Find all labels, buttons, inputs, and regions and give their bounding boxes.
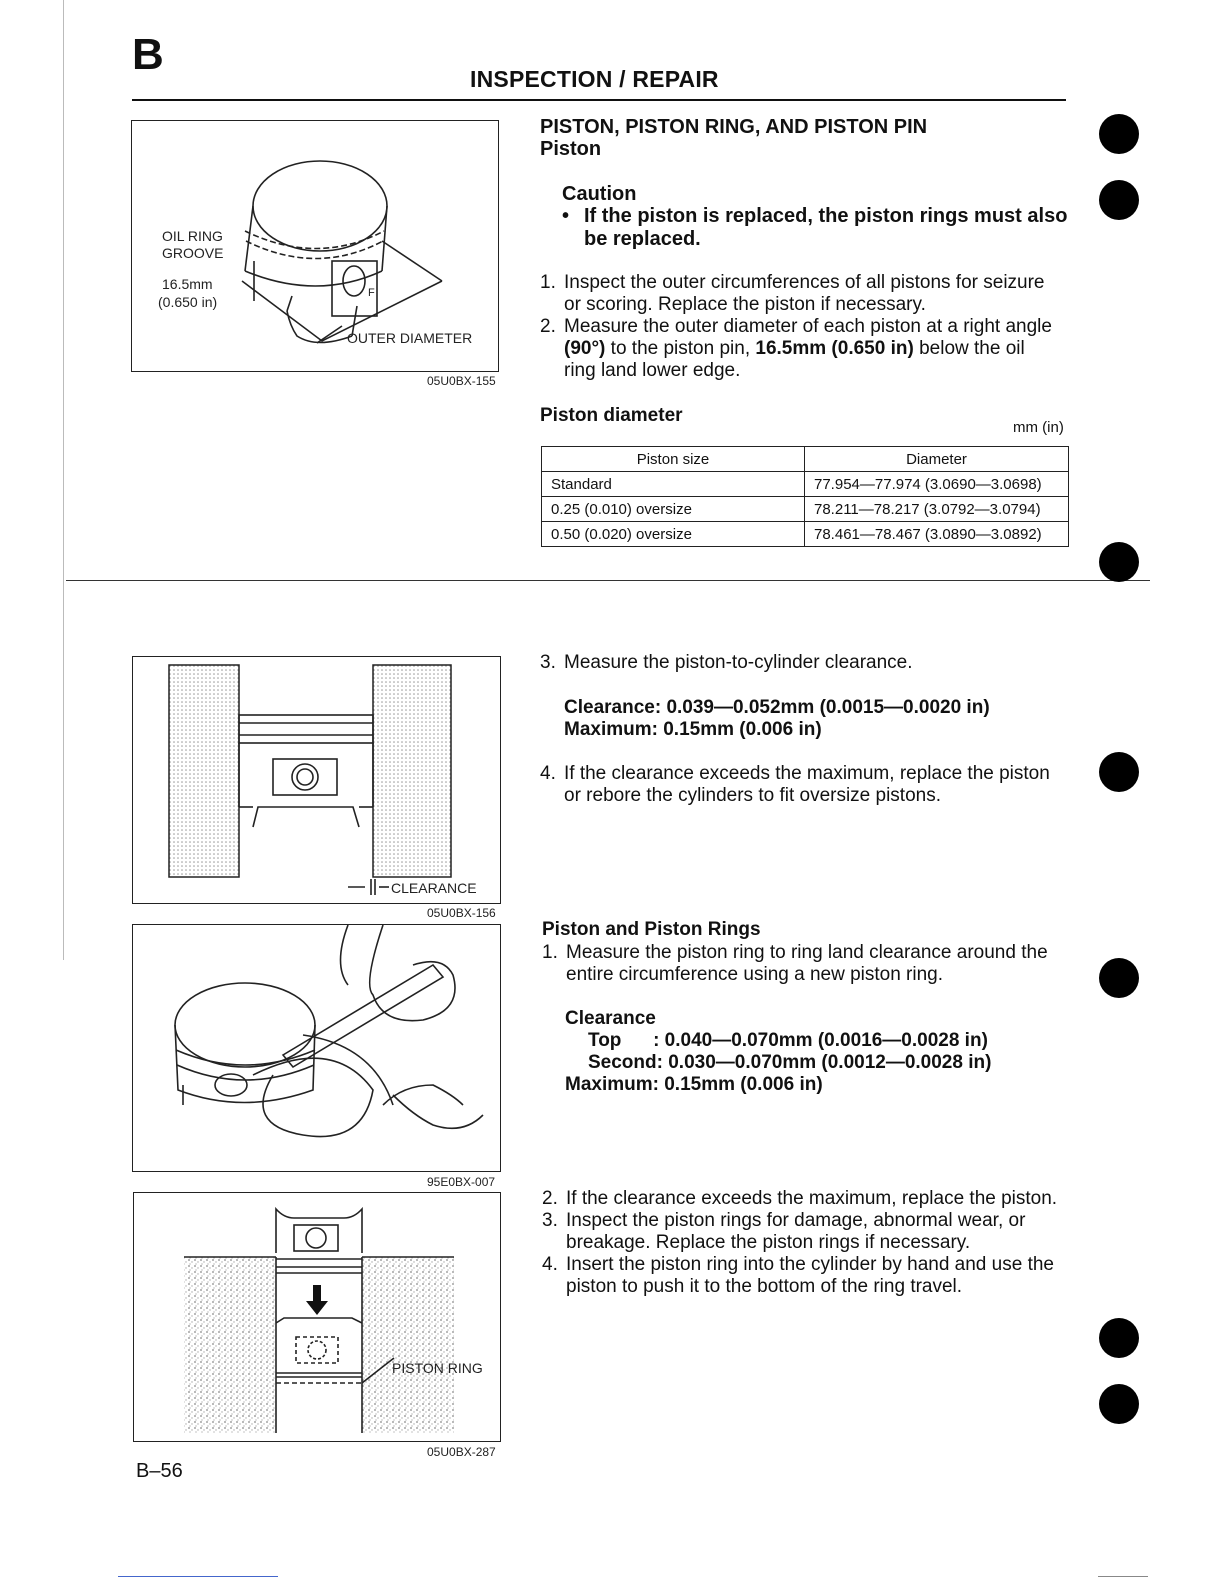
dimension-in-label: (0.650 in)	[158, 294, 218, 310]
step-text-2	[564, 338, 1025, 360]
figure-code: 05U0BX-155	[427, 374, 496, 388]
angle-value: (90°)	[564, 338, 606, 359]
table-title: Piston diameter	[540, 405, 683, 426]
caution-bullet: •	[562, 205, 570, 227]
footer-line	[1098, 1576, 1148, 1577]
maximum-spec: Maximum: 0.15mm (0.006 in)	[565, 1074, 823, 1095]
table-header-row	[542, 447, 1069, 472]
page-number: B–56	[136, 1460, 183, 1482]
table-row	[542, 472, 1069, 497]
top-ring-spec: Top : 0.040—0.070mm (0.0016—0.0028 in)	[588, 1030, 988, 1051]
binding-hole-dot	[1099, 752, 1139, 792]
step-number: 2.	[540, 316, 556, 337]
oil-ring-groove-label: OIL RING	[162, 228, 223, 244]
table-header-cell: Diameter	[805, 447, 1069, 472]
step-text-2: or rebore the cylinders to fit oversize pistons.	[564, 785, 942, 806]
step-number: 1.	[540, 272, 556, 293]
step-item	[540, 763, 1080, 811]
binding-hole-dot	[1099, 114, 1139, 154]
table-header-cell: Piston size	[542, 447, 805, 472]
subsection-heading: Piston	[540, 138, 602, 160]
caution-text-2: be replaced.	[584, 228, 701, 250]
table-unit: mm (in)	[1013, 419, 1064, 436]
subsection-heading: Piston and Piston Rings	[542, 919, 761, 940]
table-cell: 78.461—78.467 (3.0890—3.0892)	[805, 522, 1069, 547]
step-number: 4.	[540, 763, 556, 784]
clearance-diagram	[133, 657, 500, 903]
maximum-spec: Maximum: 0.15mm (0.006 in)	[564, 719, 822, 740]
step-item	[542, 942, 1082, 990]
figure-piston-cylinder-clearance	[132, 656, 501, 904]
table-row	[542, 522, 1069, 547]
table-cell: 77.954—77.974 (3.0690—3.0698)	[805, 472, 1069, 497]
clearance-title: Clearance	[565, 1008, 656, 1029]
step-text-3: ring land lower edge.	[564, 360, 741, 381]
figure-ring-land-clearance	[132, 924, 501, 1172]
step-text-2: breakage. Replace the piston rings if necessary.	[566, 1232, 971, 1253]
footer-line	[118, 1576, 278, 1577]
figure-piston-outer-diameter	[131, 120, 499, 372]
step-number: 3.	[542, 1210, 558, 1231]
outer-diameter-label: OUTER DIAMETER	[347, 330, 473, 346]
step-item	[540, 652, 1080, 676]
piston-ring-label: PISTON RING	[392, 1360, 483, 1376]
binding-hole-dot	[1099, 180, 1139, 220]
step-text: If the clearance exceeds the maximum, replace the piston.	[566, 1188, 1058, 1209]
step-number: 2.	[542, 1188, 558, 1209]
step-number: 1.	[542, 942, 558, 963]
binding-margin-line	[63, 0, 64, 960]
piston-diagram	[132, 121, 498, 371]
table-cell: 0.25 (0.010) oversize	[542, 497, 805, 522]
table-cell: Standard	[542, 472, 805, 497]
step-text: Inspect the piston rings for damage, abnormal wear, or	[566, 1210, 1026, 1231]
step-text-fragment: to the piston pin,	[605, 338, 756, 359]
step-text-fragment: below the oil	[913, 338, 1025, 359]
step-text-2: entire circumference using a new piston ring.	[566, 964, 944, 985]
clearance-spec: Clearance: 0.039—0.052mm (0.0015—0.0020 in)	[564, 697, 990, 718]
step-number: 4.	[542, 1254, 558, 1275]
binding-hole-dot	[1099, 958, 1139, 998]
step-text-2: or scoring. Replace the piston if necessary.	[564, 294, 926, 315]
dimension-mm-label: 16.5mm	[162, 276, 213, 292]
step-text: Inspect the outer circumferences of all pistons for seizure	[564, 272, 1045, 293]
step-item	[540, 316, 1080, 386]
caution-title: Caution	[562, 183, 637, 205]
table-row	[542, 497, 1069, 522]
step-item	[542, 1254, 1082, 1302]
figure-code: 05U0BX-287	[427, 1445, 496, 1459]
step-item	[542, 1210, 1082, 1258]
figure-piston-ring-in-cylinder	[133, 1192, 501, 1442]
step-number: 3.	[540, 652, 556, 673]
piston-diameter-table	[541, 446, 1069, 547]
clearance-label: CLEARANCE	[391, 880, 477, 896]
page-title: INSPECTION / REPAIR	[470, 66, 719, 92]
second-ring-spec: Second: 0.030—0.070mm (0.0012—0.0028 in)	[588, 1052, 992, 1073]
feeler-gauge-diagram	[133, 925, 500, 1171]
step-text-2: piston to push it to the bottom of the ring travel.	[566, 1276, 963, 1297]
section-divider	[66, 580, 1150, 581]
step-item	[540, 272, 1080, 320]
header-rule	[132, 99, 1066, 101]
oil-ring-groove-label-2: GROOVE	[162, 245, 224, 261]
figure-code: 95E0BX-007	[427, 1175, 496, 1189]
caution-text: If the piston is replaced, the piston rings must also	[584, 205, 1068, 227]
step-item	[542, 1188, 1082, 1212]
binding-hole-dot	[1099, 1384, 1139, 1424]
distance-value: 16.5mm (0.650 in)	[755, 338, 914, 359]
step-text: Measure the piston-to-cylinder clearance.	[564, 652, 913, 673]
step-text: Measure the outer diameter of each piston at a right angle	[564, 316, 1052, 337]
front-mark-label: F	[368, 287, 375, 299]
step-text: Measure the piston ring to ring land clearance around the	[566, 942, 1048, 963]
binding-hole-dot	[1099, 1318, 1139, 1358]
step-text: Insert the piston ring into the cylinder by hand and use the	[566, 1254, 1054, 1275]
binding-hole-dot	[1099, 542, 1139, 582]
section-letter: B	[132, 30, 164, 79]
table-cell: 0.50 (0.020) oversize	[542, 522, 805, 547]
step-text: If the clearance exceeds the maximum, replace the piston	[564, 763, 1050, 784]
ring-insertion-diagram	[134, 1193, 500, 1441]
table-cell: 78.211—78.217 (3.0792—3.0794)	[805, 497, 1069, 522]
figure-code: 05U0BX-156	[427, 906, 496, 920]
section-heading: PISTON, PISTON RING, AND PISTON PIN	[540, 116, 928, 138]
